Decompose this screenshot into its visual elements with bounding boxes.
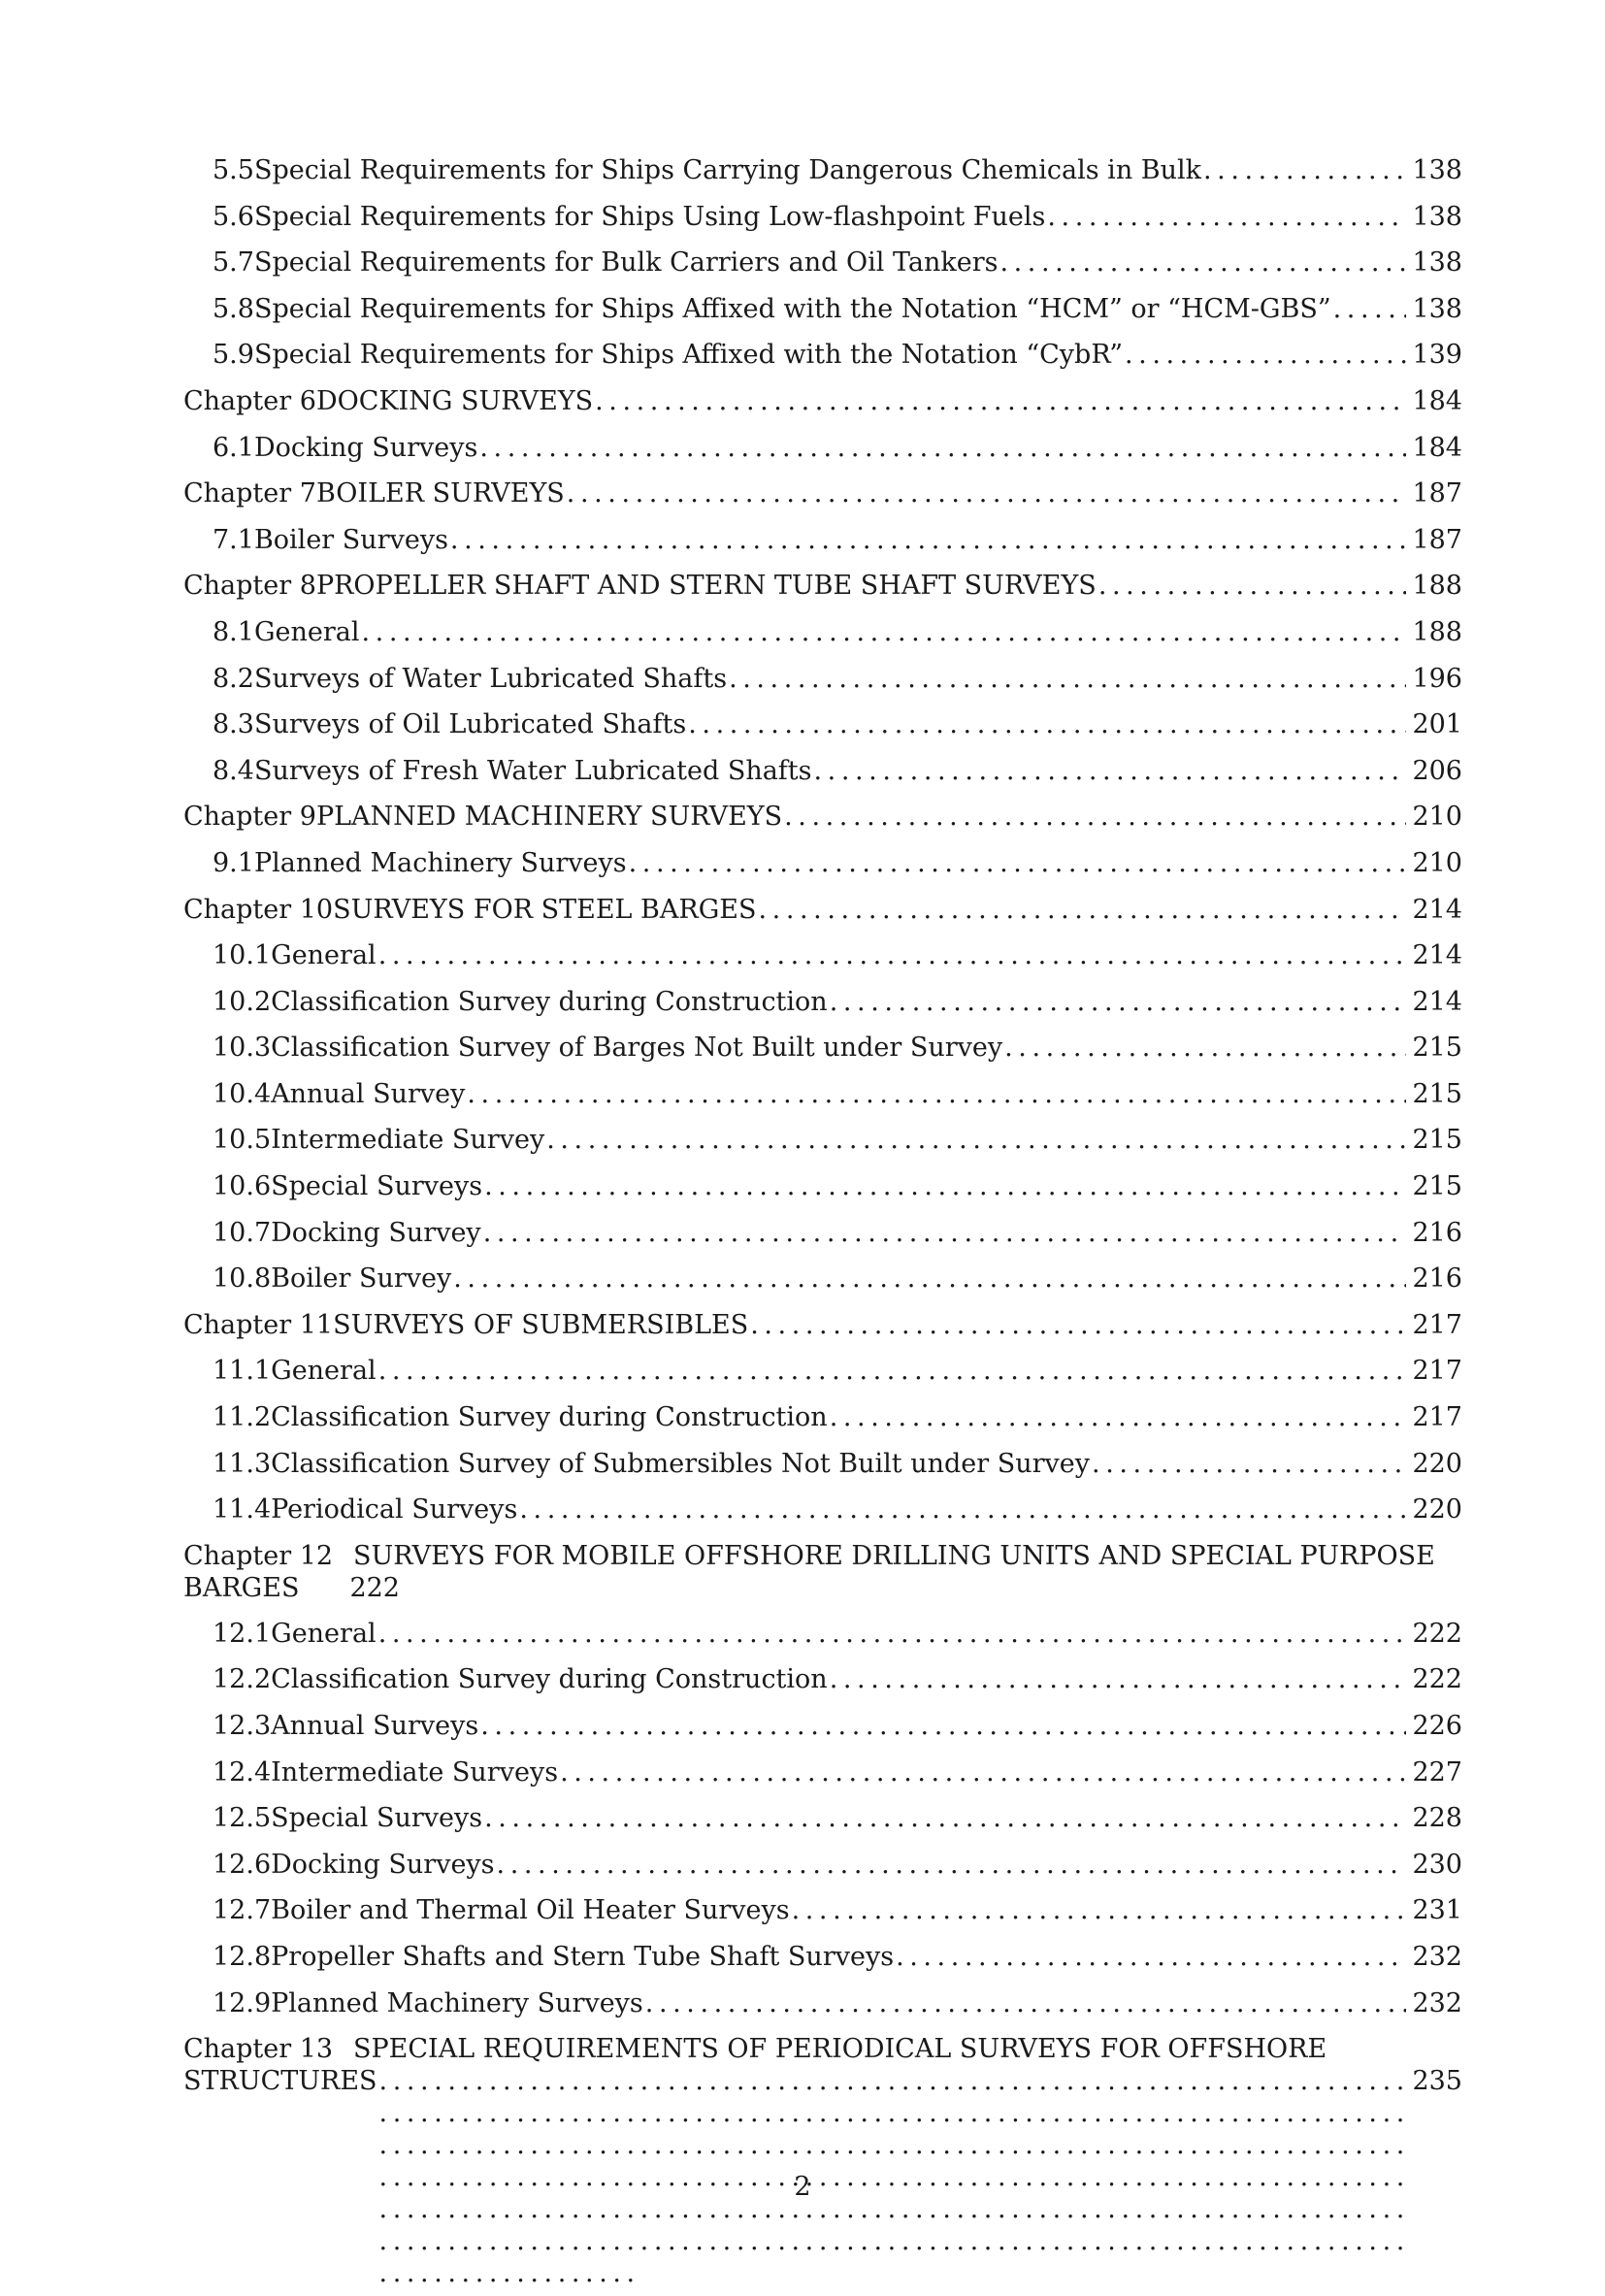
leader-dots: [546, 1117, 1406, 1164]
section-title: Special Requirements for Ships Affixed with the Notation “CybR”: [253, 340, 1124, 371]
leader-dots: [567, 471, 1407, 517]
page-reference: 184: [1412, 432, 1462, 463]
page-reference: 210: [1412, 847, 1462, 878]
section-title: Special Requirements for Ships Affixed with the Notation “HCM” or “HCM-GBS”: [253, 293, 1331, 324]
page-reference: 187: [1412, 524, 1462, 555]
section-title: Annual Surveys: [271, 1711, 479, 1741]
chapter-title: BOILER SURVEYS: [315, 478, 565, 509]
page-reference: 235: [1412, 2066, 1462, 2097]
section-title: Periodical Surveys: [271, 1494, 518, 1525]
page-reference: 210: [1412, 802, 1462, 833]
section-number: 12.8: [213, 1941, 272, 1972]
page-reference: 231: [1412, 1895, 1462, 1926]
chapter-number: Chapter 6: [183, 385, 316, 416]
leader-dots: [497, 1842, 1407, 1888]
section-title: General: [271, 1618, 377, 1649]
toc-section-entry[interactable]: [183, 748, 1462, 795]
leader-dots: [560, 1750, 1406, 1796]
toc-section-entry[interactable]: [183, 517, 1462, 564]
page-reference: 216: [1412, 1263, 1462, 1295]
leader-dots: [1125, 332, 1406, 378]
page-reference: 206: [1412, 755, 1462, 786]
section-number: 10.1: [213, 940, 272, 971]
chapter-title: DOCKING SURVEYS: [315, 385, 594, 416]
toc-section-entry[interactable]: [183, 1394, 1462, 1441]
section-number: 12.2: [213, 1664, 272, 1695]
section-title: Classification Survey during Construction: [271, 1402, 828, 1433]
section-title: General: [253, 616, 360, 647]
leader-dots: [480, 1703, 1406, 1750]
leader-dots: [1004, 1025, 1406, 1071]
leader-dots: [378, 1611, 1407, 1657]
chapter-title-line2: BARGES: [183, 1572, 300, 1603]
toc-section-entry[interactable]: [183, 1981, 1462, 2027]
page-reference: 188: [1412, 571, 1462, 602]
section-title: Propeller Shafts and Stern Tube Shaft Surveys: [271, 1941, 895, 1972]
section-title: Special Surveys: [271, 1171, 483, 1202]
leader-dots: [467, 1071, 1406, 1118]
page-reference: 222: [349, 1572, 400, 1603]
toc-section-entry[interactable]: [183, 1842, 1462, 1888]
section-title: Boiler Survey: [271, 1263, 452, 1295]
page-reference: 138: [1412, 155, 1462, 185]
leader-dots: [453, 1256, 1406, 1302]
page-reference: 222: [1412, 1664, 1462, 1695]
chapter-number: Chapter 11: [183, 1309, 334, 1340]
leader-dots: [378, 1348, 1407, 1394]
section-title: Annual Survey: [271, 1078, 466, 1109]
leader-dots: [784, 794, 1406, 840]
page-reference: 188: [1412, 616, 1462, 647]
toc-chapter-13[interactable]: [183, 2026, 1462, 2296]
section-title: General: [271, 1356, 377, 1387]
section-number: 10.5: [213, 1125, 272, 1156]
chapter-number: Chapter 13: [183, 2034, 334, 2065]
leader-dots: [450, 517, 1407, 564]
leader-dots: [688, 702, 1406, 748]
toc-section-entry[interactable]: [183, 1164, 1462, 1210]
toc-section-entry[interactable]: [183, 1348, 1462, 1394]
page-reference: 217: [1412, 1309, 1462, 1340]
page-reference: 196: [1412, 663, 1462, 694]
section-title: Docking Surveys: [253, 432, 478, 463]
section-number: 12.4: [213, 1756, 272, 1788]
page-reference: 227: [1412, 1756, 1462, 1788]
page-reference: 217: [1412, 1402, 1462, 1433]
section-number: 12.6: [213, 1849, 272, 1880]
leader-dots: [750, 1302, 1406, 1349]
page-reference: 215: [1412, 1033, 1462, 1064]
section-number: 10.2: [213, 986, 272, 1017]
chapter-title-line1: SPECIAL REQUIREMENTS OF PERIODICAL SURVEYS FOR OFFSHORE: [353, 2034, 1327, 2065]
section-title: Special Requirements for Ships Using Low-flashpoint Fuels: [253, 201, 1046, 232]
toc-section-entry[interactable]: [183, 332, 1462, 378]
page-reference: 215: [1412, 1078, 1462, 1109]
toc-section-entry[interactable]: [183, 1795, 1462, 1842]
leader-dots: [729, 656, 1406, 703]
section-title: General: [271, 940, 377, 971]
toc-section-entry[interactable]: [183, 1256, 1462, 1302]
section-number: 8.4: [213, 755, 254, 786]
section-title: Boiler and Thermal Oil Heater Surveys: [271, 1895, 790, 1926]
leader-dots: [378, 933, 1407, 979]
chapter-number: Chapter 8: [183, 571, 316, 602]
section-number: 5.5: [213, 155, 254, 185]
section-title: Classification Survey during Construction: [271, 986, 828, 1017]
section-number: 10.4: [213, 1078, 272, 1109]
toc-section-entry[interactable]: [183, 425, 1462, 472]
toc-chapter-entry[interactable]: [183, 563, 1462, 609]
page-reference: 232: [1412, 1987, 1462, 2018]
toc-chapter-entry[interactable]: [183, 794, 1462, 840]
section-title: Classification Survey of Barges Not Built under Survey: [271, 1033, 1003, 1064]
section-title: Classification Survey of Submersibles Not Built under Survey: [271, 1448, 1091, 1479]
leader-dots: [1333, 286, 1407, 333]
toc-section-entry[interactable]: [183, 1210, 1462, 1257]
section-number: 8.3: [213, 709, 254, 740]
toc-section-entry[interactable]: [183, 840, 1462, 887]
leader-dots: [629, 840, 1407, 887]
page-reference: 214: [1412, 894, 1462, 925]
toc-section-entry[interactable]: [183, 979, 1462, 1026]
toc-section-entry[interactable]: [183, 286, 1462, 333]
section-number: 11.3: [213, 1448, 272, 1479]
toc-section-entry[interactable]: [183, 656, 1462, 703]
page-reference: 215: [1412, 1125, 1462, 1156]
toc-section-entry[interactable]: [183, 1441, 1462, 1488]
toc-section-entry[interactable]: [183, 609, 1462, 656]
section-title: Special Requirements for Bulk Carriers and Oil Tankers: [253, 247, 999, 279]
section-title: Surveys of Fresh Water Lubricated Shafts: [253, 755, 812, 786]
leader-dots: [1203, 148, 1406, 194]
toc-chapter-entry[interactable]: [183, 887, 1462, 934]
chapter-title: SURVEYS OF SUBMERSIBLES: [333, 1309, 749, 1340]
leader-dots: [896, 1934, 1406, 1981]
section-number: 10.6: [213, 1171, 272, 1202]
page-reference: 230: [1412, 1849, 1462, 1880]
toc-section-entry[interactable]: [183, 1934, 1462, 1981]
section-number: 9.1: [213, 847, 254, 878]
chapter-number: Chapter 9: [183, 802, 316, 833]
page-reference: 138: [1412, 201, 1462, 232]
page-reference: 187: [1412, 478, 1462, 509]
leader-dots: [830, 1394, 1407, 1441]
leader-dots: [484, 1164, 1406, 1210]
table-of-contents: [183, 148, 1462, 2296]
section-number: 11.4: [213, 1494, 272, 1525]
section-title: Planned Machinery Surveys: [271, 1987, 643, 2018]
leader-dots: [519, 1487, 1406, 1533]
toc-section-entry[interactable]: [183, 1611, 1462, 1657]
section-title: Intermediate Survey: [271, 1125, 545, 1156]
section-number: 5.8: [213, 293, 254, 324]
leader-dots: [479, 425, 1406, 472]
chapter-number: Chapter 12: [183, 1540, 334, 1571]
section-number: 7.1: [213, 524, 254, 555]
page-number: 2: [794, 2172, 811, 2202]
section-title: Classification Survey during Construction: [271, 1664, 828, 1695]
section-title: Surveys of Water Lubricated Shafts: [253, 663, 728, 694]
section-number: 11.1: [213, 1356, 272, 1387]
toc-section-entry[interactable]: [183, 148, 1462, 194]
toc-list-part2: [183, 1611, 1462, 2026]
page-reference: 138: [1412, 293, 1462, 324]
section-number: 12.9: [213, 1987, 272, 2018]
chapter-title: PROPELLER SHAFT AND STERN TUBE SHAFT SURVEYS: [315, 571, 1097, 602]
section-title: Docking Surveys: [271, 1849, 495, 1880]
chapter-number: Chapter 7: [183, 478, 316, 509]
toc-chapter-entry[interactable]: [183, 378, 1462, 425]
page-reference: 201: [1412, 709, 1462, 740]
section-title: Boiler Surveys: [253, 524, 448, 555]
page-reference: 216: [1412, 1217, 1462, 1248]
page-reference: 220: [1412, 1448, 1462, 1479]
toc-section-entry[interactable]: [183, 1656, 1462, 1703]
page-reference: 217: [1412, 1356, 1462, 1387]
leader-dots: [1092, 1441, 1406, 1488]
section-title: Special Requirements for Ships Carrying Dangerous Chemicals in Bulk: [253, 155, 1202, 185]
chapter-title-line2: STRUCTURES: [183, 2066, 377, 2097]
leader-dots: [645, 1981, 1407, 2027]
page-reference: 184: [1412, 385, 1462, 416]
toc-section-entry[interactable]: [183, 702, 1462, 748]
leader-dots: [830, 1656, 1407, 1703]
page-reference: 214: [1412, 940, 1462, 971]
page-reference: 228: [1412, 1803, 1462, 1834]
toc-section-entry[interactable]: [183, 194, 1462, 241]
toc-list-part1: [183, 148, 1462, 1533]
chapter-title: SURVEYS FOR STEEL BARGES: [333, 894, 757, 925]
section-number: 12.3: [213, 1711, 272, 1741]
page-reference: 226: [1412, 1711, 1462, 1741]
toc-chapter-entry[interactable]: [183, 1302, 1462, 1349]
toc-section-entry[interactable]: [183, 1025, 1462, 1071]
leader-dots: [814, 748, 1407, 795]
page-reference: 214: [1412, 986, 1462, 1017]
chapter-title-line1: SURVEYS FOR MOBILE OFFSHORE DRILLING UNITS AND SPECIAL PURPOSE: [353, 1540, 1435, 1571]
toc-section-entry[interactable]: [183, 1750, 1462, 1796]
leader-dots: [595, 378, 1406, 425]
leader-dots: [999, 240, 1406, 286]
section-title: Special Surveys: [271, 1803, 483, 1834]
section-title: Intermediate Surveys: [271, 1756, 559, 1788]
section-title: Docking Survey: [271, 1217, 481, 1248]
section-number: 5.9: [213, 340, 254, 371]
toc-section-entry[interactable]: [183, 933, 1462, 979]
section-number: 12.7: [213, 1895, 272, 1926]
section-number: 5.6: [213, 201, 254, 232]
leader-dots: [1047, 194, 1406, 241]
page-reference: 222: [1412, 1618, 1462, 1649]
chapter-number: Chapter 10: [183, 894, 334, 925]
section-number: 12.5: [213, 1803, 272, 1834]
section-number: 10.8: [213, 1263, 272, 1295]
page-reference: 215: [1412, 1171, 1462, 1202]
leader-dots: [483, 1210, 1407, 1257]
toc-section-entry[interactable]: [183, 1887, 1462, 1934]
leader-dots: [792, 1887, 1407, 1934]
section-number: 10.3: [213, 1033, 272, 1064]
toc-chapter-12[interactable]: [183, 1533, 1462, 1611]
leader-dots: [1098, 563, 1407, 609]
leader-dots: [484, 1795, 1406, 1842]
toc-section-entry[interactable]: [183, 240, 1462, 286]
leader-dots: [362, 609, 1407, 656]
section-title: Surveys of Oil Lubricated Shafts: [253, 709, 687, 740]
section-number: 6.1: [213, 432, 254, 463]
section-number: 8.1: [213, 616, 254, 647]
section-title: Planned Machinery Surveys: [253, 847, 627, 878]
chapter-title: PLANNED MACHINERY SURVEYS: [315, 802, 783, 833]
page-reference: 138: [1412, 247, 1462, 279]
leader-dots: [759, 887, 1407, 934]
section-number: 5.7: [213, 247, 254, 279]
page-reference: 139: [1412, 340, 1462, 371]
toc-section-entry[interactable]: [183, 1071, 1462, 1118]
leader-dots: [830, 979, 1407, 1026]
page-reference: 220: [1412, 1494, 1462, 1525]
section-number: 8.2: [213, 663, 254, 694]
toc-section-entry[interactable]: [183, 1487, 1462, 1533]
section-number: 11.2: [213, 1402, 272, 1433]
toc-section-entry[interactable]: [183, 1703, 1462, 1750]
section-number: 10.7: [213, 1217, 272, 1248]
toc-chapter-entry[interactable]: [183, 471, 1462, 517]
section-number: 12.1: [213, 1618, 272, 1649]
toc-section-entry[interactable]: [183, 1117, 1462, 1164]
page-reference: 232: [1412, 1941, 1462, 1972]
